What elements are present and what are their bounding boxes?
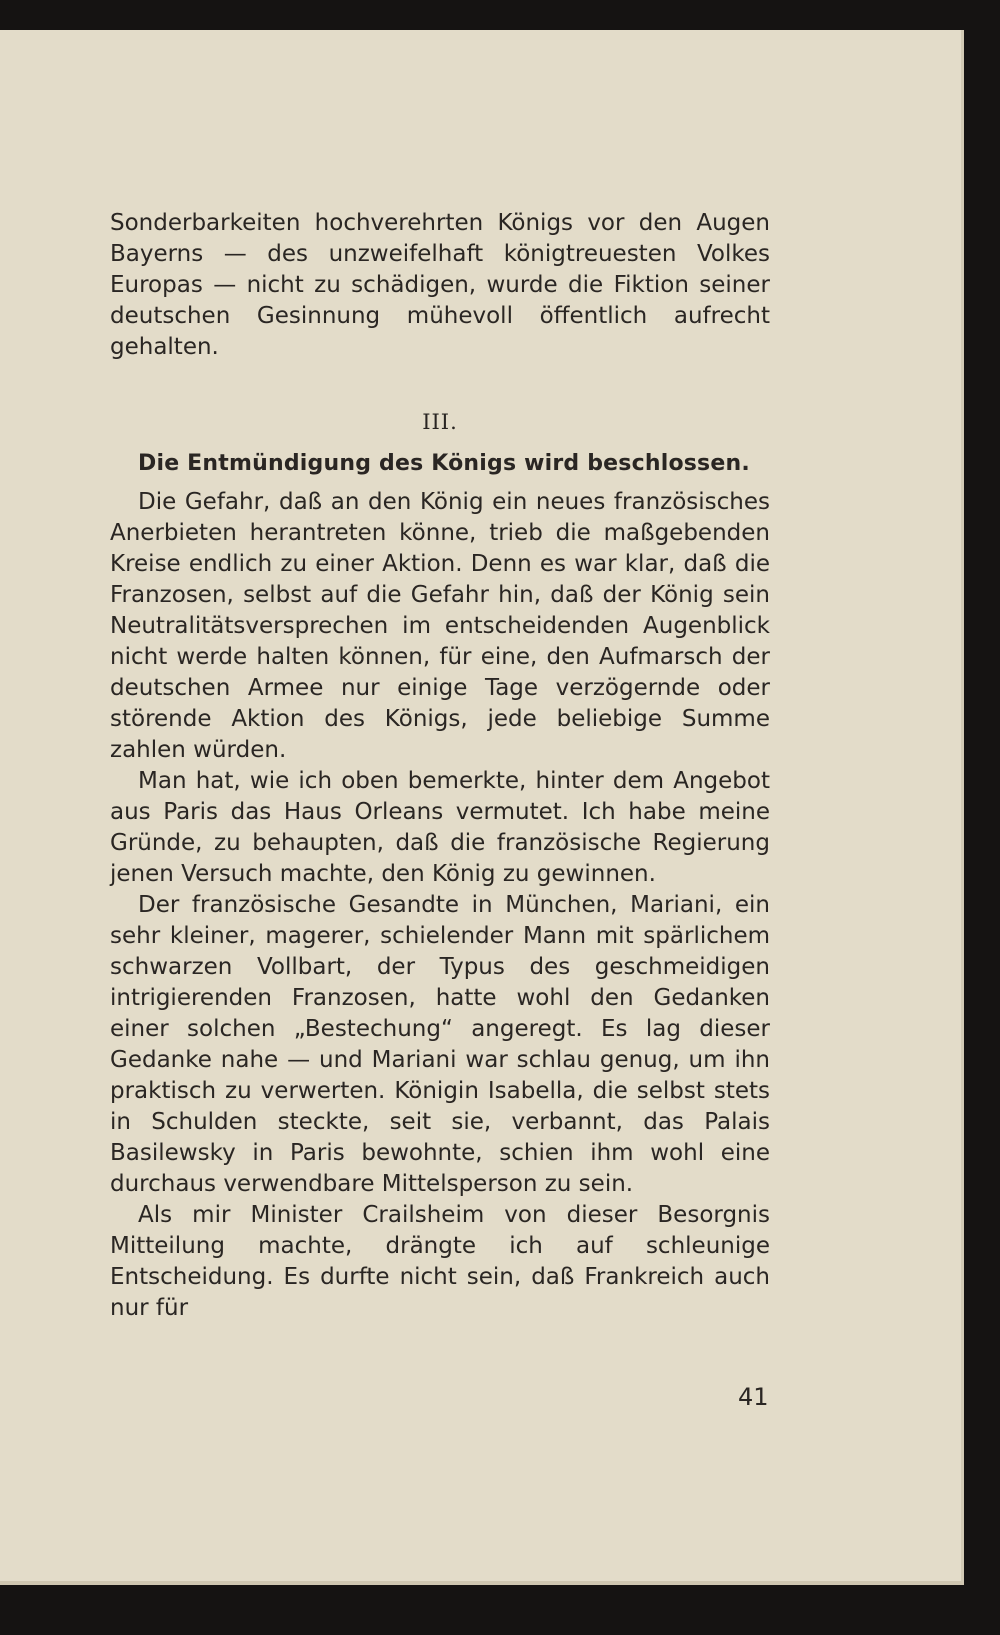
paragraph: Die Gefahr, daß an den König ein neues französisches Anerbieten herantreten könne, trieb die maßgebenden Kreise endlich zu einer Aktion. Denn es war klar, daß die Franzosen, selbst auf die Gefahr hin, daß der König sein Neutralitätsversprechen im entscheidenden Augenblick nicht werde halten können, für eine, den Aufmarsch der deutschen Armee nur einige Tage verzögernde oder störende Aktion des Königs, jede beliebige Summe zahlen würden. (110, 489, 770, 763)
page-number: 41 (738, 1383, 769, 1411)
section-heading: Die Entmündigung des Königs wird beschlossen. (138, 451, 750, 476)
paragraph: Als mir Minister Crailsheim von dieser Besorgnis Mitteilung machte, drängte ich auf schleunige Entscheidung. Es durfte nicht sein, daß Frankreich auch nur für (110, 1202, 770, 1321)
section-number: III. (422, 410, 458, 434)
paragraph: Der französische Gesandte in München, Mariani, ein sehr kleiner, magerer, schielender Mann mit spärlichem schwarzen Vollbart, der Typus des geschmeidigen intrigierenden Franzosen, hatte wohl den Gedanken einer solchen „Bestechung“ angeregt. Es lag dieser Gedanke nahe — und Mariani war schlau genug, um ihn praktisch zu verwerten. Königin Isabella, die selbst stets in Schulden steckte, seit sie, verbannt, das Palais Basilewsky in Paris bewohnte, schien ihm wohl eine durchaus verwendbare Mittelsperson zu sein. (110, 892, 770, 1197)
paragraph: Man hat, wie ich oben bemerkte, hinter dem Angebot aus Paris das Haus Orleans vermutet. Ich habe meine Gründe, zu behaupten, daß die französische Regierung jenen Versuch machte, den König zu gewinnen. (110, 768, 770, 887)
paragraph-continued: Sonderbarkeiten hochverehrten Königs vor den Augen Bayerns — des unzweifelhaft königtreuesten Volkes Europas — nicht zu schädigen, wurde die Fiktion seiner deutschen Gesinnung mühevoll öffentlich aufrecht gehalten. (110, 210, 770, 360)
book-page (0, 30, 964, 1585)
text-block (110, 208, 770, 1324)
